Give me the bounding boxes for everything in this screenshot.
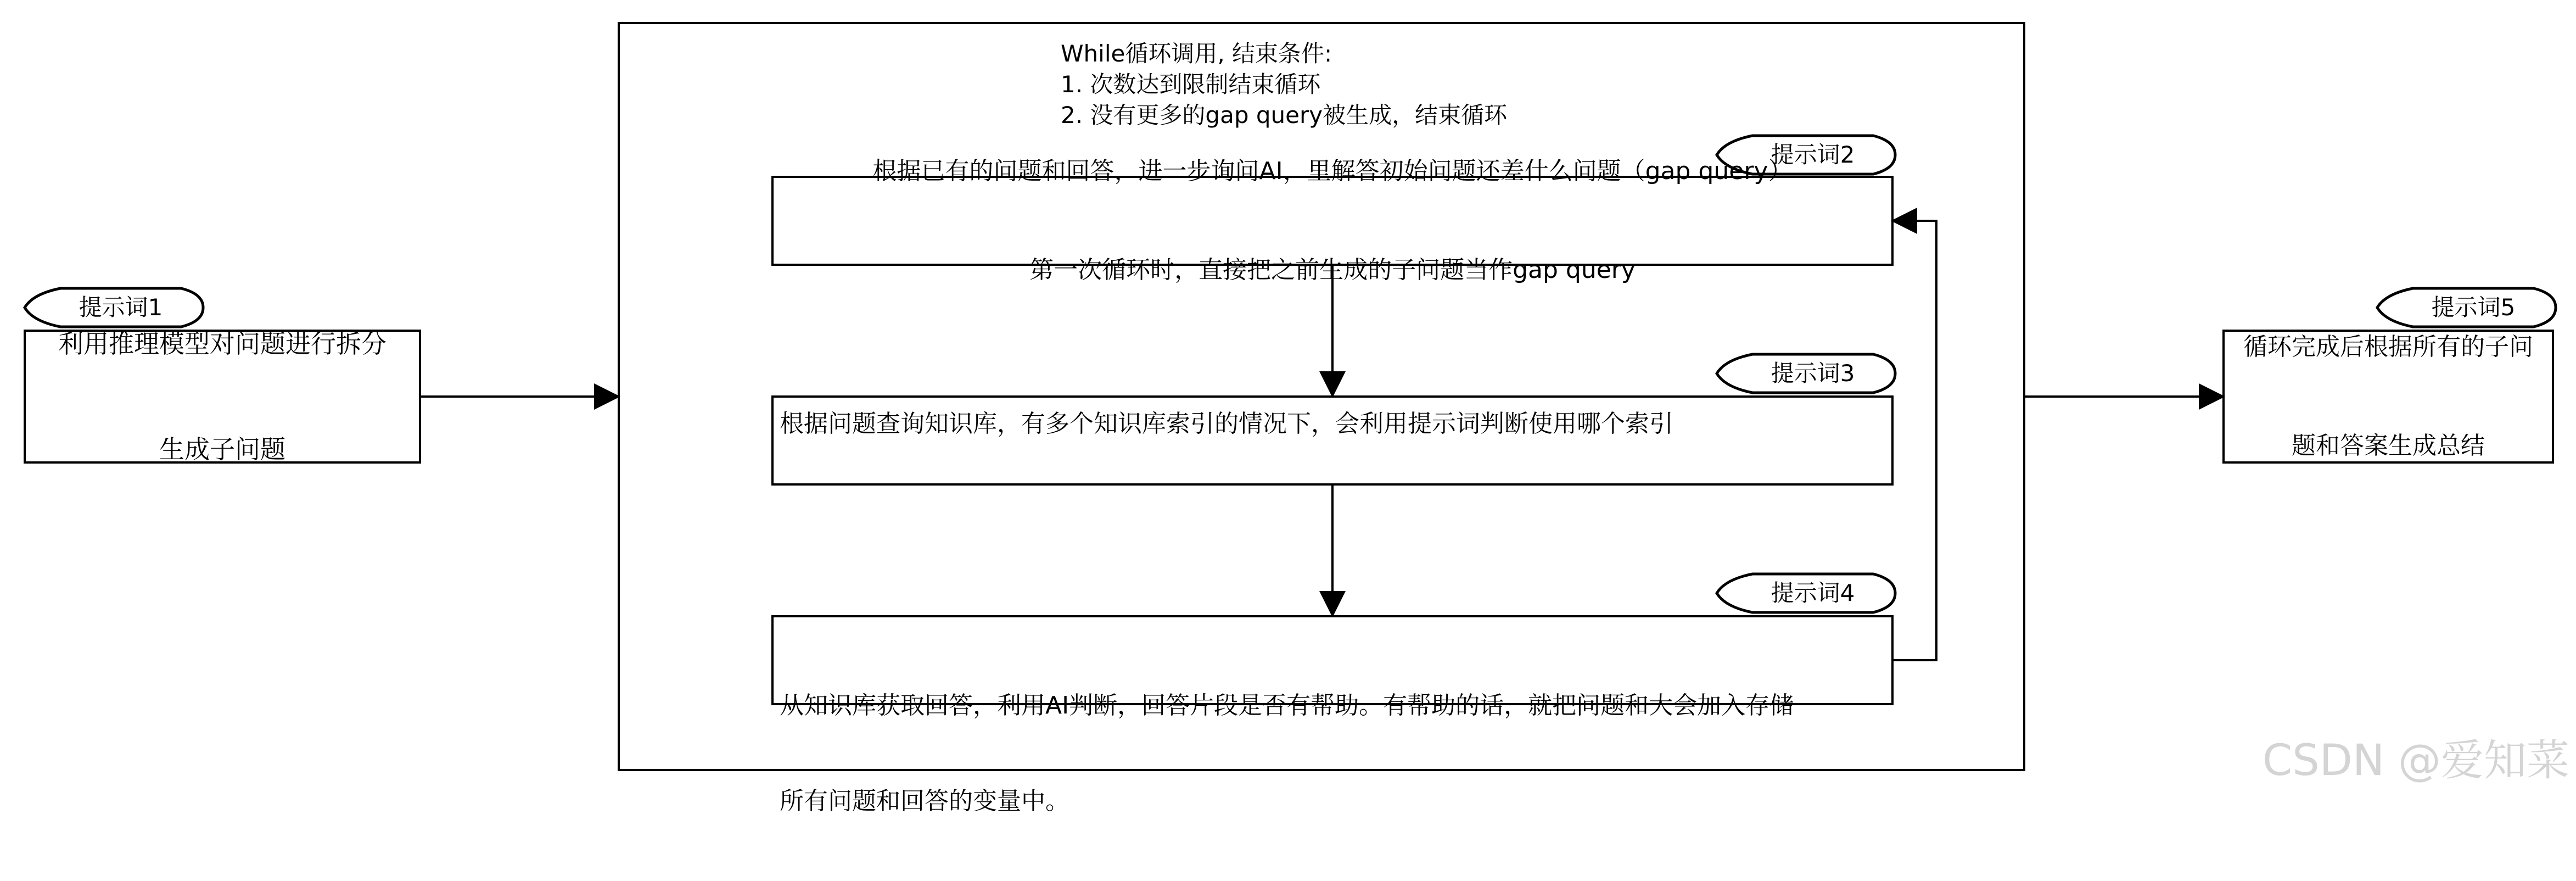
split-line-2: 生成子问题 [159, 434, 285, 464]
split-label [27, 329, 418, 464]
loop-condition-2: 2. 没有更多的gap query被生成，结束循环 [1061, 102, 1508, 129]
kb-select-label [780, 408, 1889, 479]
summary-line-1: 循环完成后根据所有的子问 [2243, 333, 2533, 361]
tag-label-2: 提示词2 [1771, 141, 1855, 168]
gap-query-line-1: 根据已有的问题和回答，进一步询问AI，里解答初始问题还差什么问题（gap query） [872, 157, 1793, 185]
kb-answer-line-2: 所有问题和回答的变量中。 [780, 787, 1069, 815]
split-line-1: 利用推理模型对问题进行拆分 [58, 329, 387, 359]
watermark: CSDN @爱知菜 [2262, 736, 2569, 785]
kb-select-line-1: 根据问题查询知识库，有多个知识库索引的情况下，会利用提示词判断使用哪个索引 [780, 410, 1673, 438]
gap-query-label [775, 157, 1890, 284]
summary-line-2: 题和答案生成总结 [2292, 432, 2485, 460]
loop-title: While循环调用, 结束条件: [1061, 40, 1332, 67]
kb-answer-label [780, 626, 1890, 815]
loop-condition-1: 1. 次数达到限制结束循环 [1061, 71, 1321, 98]
gap-query-line-2: 第一次循环时，直接把之前生成的子问题当作gap query [1029, 256, 1636, 284]
summary-label [2226, 333, 2551, 460]
tag-label-1: 提示词1 [79, 294, 163, 321]
tag-label-4: 提示词4 [1771, 579, 1855, 606]
kb-answer-line-1: 从知识库获取回答，利用AI判断，回答片段是否有帮助。有帮助的话，就把问题和大会加入存储 [780, 692, 1794, 720]
tag-label-3: 提示词3 [1771, 360, 1855, 387]
tag-label-5: 提示词5 [2431, 294, 2516, 321]
